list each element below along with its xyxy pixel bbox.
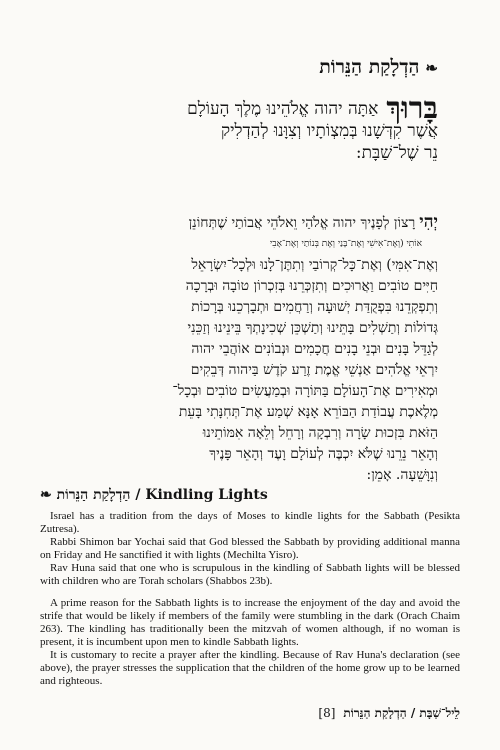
prayer-line: וּמְאִירִים אֶת־הָעוֹלָם בַּתּוֹרָה וּבְמַעֲשִׂים טוֹבִים וּבְכָל־	[172, 383, 438, 399]
prayer-block	[58, 212, 438, 486]
page-footer	[235, 706, 460, 721]
commentary-heading-english: / Kindling Lights	[135, 487, 268, 503]
commentary-paragraph: Rabbi Shimon bar Yochai said that God blessed the Sabbath by providing additional manna on Friday and He sanctified it with lights (Mechilta Yisro).	[40, 536, 460, 561]
prayer-line: לְגַדֵּל בָּנִים וּבְנֵי בָנִים חֲכָמִים וּנְבוֹנִים אוֹהֲבֵי יהוה	[191, 341, 438, 357]
commentary-paragraph: Israel has a tradition from the days of Moses to kindle lights for the Sabbath (Pesikta Zutresa).	[40, 510, 460, 535]
prayer-line: אוֹתִי (וְאֶת־אִישִׁי וְאֶת־בָּנַי וְאֶת בְּנוֹתַי וְאֶת־אָבִי	[269, 239, 422, 249]
blessing-line: נֵר שֶׁל־שַׁבָּת:	[355, 143, 438, 163]
commentary-paragraph: It is customary to recite a prayer after the kindling. Because of Rav Huna's declaration (see above), the prayer stresses the supplication that the children of the home grow up to be learned and righteous.	[40, 649, 460, 687]
prayer-line	[58, 212, 438, 234]
prayer-line: וְהָאֵר נֵרֵנוּ שֶׁלֹּא יִכְבֶּה לְעוֹלָם וָעֶד וְהָאֵר פָּנֶיךָ	[209, 446, 438, 462]
prayer-line: חַיִּים טוֹבִים וַאֲרוּכִים וְתִזְכְּרֵנוּ בְּזִכְרוֹן טוֹבָה וּבְרָכָה	[185, 278, 438, 294]
prayer-line: וְתִפְקְדֵנוּ בִּפְקֻדַּת יְשׁוּעָה וְרַחֲמִים וּתְבָרְכֵנוּ בְּרָכוֹת	[191, 299, 438, 315]
blessing-line-text: אַתָּה יהוה אֱלֹהֵינוּ מֶלֶךְ הָעוֹלָם	[187, 99, 379, 119]
section-title-text: הַדְלָקַת הַנֵּרוֹת	[319, 56, 420, 78]
commentary-heading	[40, 487, 480, 504]
blessing-line	[58, 91, 438, 126]
prayer-line: יִרְאֵי אֱלֹהִים אַנְשֵׁי אֱמֶת זֶרַע קֹדֶשׁ בַּיהוה דְּבֵקִים	[190, 362, 438, 378]
blessing-first-word: בָּרוּךְ	[386, 91, 438, 126]
prayer-first-word: יְהִי	[419, 212, 438, 232]
commentary-body	[40, 510, 460, 688]
commentary-paragraph: A prime reason for the Sabbath lights is to increase the enjoyment of the day and avoid the strife that would be likely if members of the family were stumbling in the dark (Orach Chaim 263). The kindling has traditionally been the mitzvah of women although, if no woman is present, it is incumbent upon men to kindle Sabbath lights.	[40, 597, 460, 648]
section-title	[58, 56, 438, 79]
prayer-line: מְלֶאכֶת עֲבוֹדַת הַבּוֹרֵא אָנָּא שְׁמַע אֶת־תְּחִנָּתִי בָּעֵת	[178, 404, 438, 420]
fleuron-icon: ❧	[425, 59, 438, 77]
prayer-line: גְּדוֹלוֹת וְתַשְׁלִים בָּתֵּינוּ וְתַשְׁכֵּן שְׁכִינָתְךָ בֵּינֵינוּ וְזַכֵּנִי	[187, 320, 438, 336]
running-head: לֵיל־שַׁבָּת / הַדְלָקַת הַנֵּרוֹת	[343, 706, 460, 720]
page-number: [8]	[318, 706, 336, 720]
prayer-line: וְנִוָּשֵׁעָה. אָמֵן:	[366, 467, 438, 483]
prayer-line: הַזֹּאת בִּזְכוּת שָׂרָה וְרִבְקָה וְרָחֵל וְלֵאָה אִמּוֹתֵינוּ	[202, 425, 438, 441]
commentary-paragraph: Rav Huna said that one who is scrupulous in the kindling of Sabbath lights will be blessed with children who are Torah scholars (Shabbos 23b).	[40, 562, 460, 587]
prayer-line: וְאֶת־אִמִּי) וְאֶת־כָּל־קְרוֹבַי וְתִתֶּן־לָנוּ וּלְכָל־יִשְׂרָאֵל	[191, 257, 438, 273]
fleuron-icon: ❧	[40, 487, 52, 503]
prayer-line-text: רָצוֹן לְפָנֶיךָ יהוה אֱלֹהַי וֵאלֹהֵי אֲבוֹתַי שֶׁתְּחוֹנֵן	[188, 215, 416, 231]
blessing-line: אֲשֶׁר קִדְּשָׁנוּ בְּמִצְוֹתָיו וְצִוָּנוּ לְהַדְלִיק	[221, 121, 438, 141]
blessing-block	[58, 91, 438, 164]
commentary-heading-hebrew: הַדְלָקַת הַנֵּרוֹת	[56, 487, 131, 503]
